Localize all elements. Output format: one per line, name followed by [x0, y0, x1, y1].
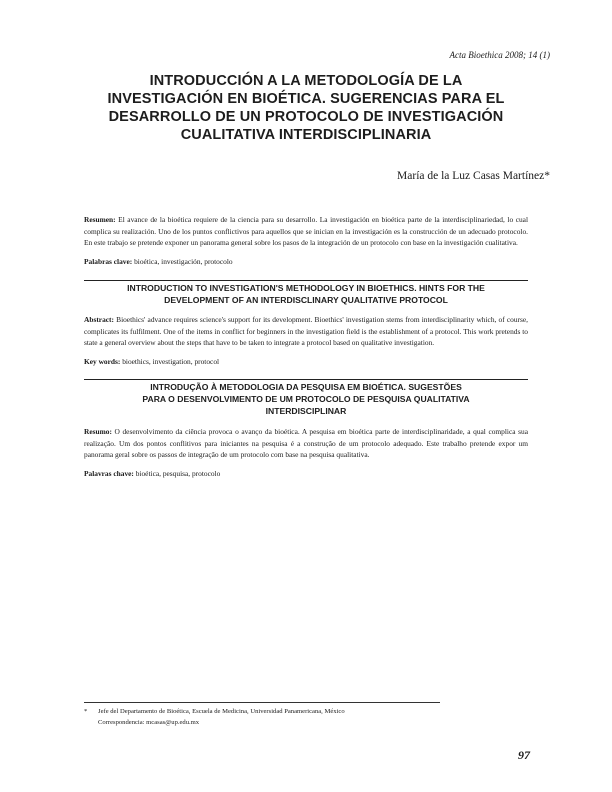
journal-citation: Acta Bioethica 2008; 14 (1): [449, 50, 550, 60]
section-divider: [84, 379, 528, 380]
english-title-line: DEVELOPMENT OF AN INTERDISCLINARY QUALITATIVE PROTOCOL: [164, 295, 448, 305]
title-line: CUALITATIVA INTERDISCIPLINARIA: [180, 127, 432, 143]
portuguese-abstract: [84, 426, 528, 461]
keywords-text: bioética, investigación, protocolo: [132, 256, 233, 266]
spanish-abstract: [84, 214, 528, 249]
title-line: DESARROLLO DE UN PROTOCOLO DE INVESTIGACIÓN: [108, 109, 504, 125]
footnote-correspondence: Correspondencia: mcasas@up.edu.mx: [98, 719, 200, 726]
portuguese-title-line: INTRODUÇÃO À METODOLOGIA DA PESQUISA EM BIOÉTICA. SUGESTÕES: [150, 382, 462, 392]
abstract-label: Resumen:: [84, 215, 116, 224]
portuguese-keywords: [84, 468, 528, 480]
title-line: INVESTIGACIÓN EN BIOÉTICA. SUGERENCIAS PARA EL: [107, 91, 505, 107]
footnote-divider: [84, 702, 440, 703]
section-divider: [84, 280, 528, 281]
keywords-label: Key words:: [84, 356, 121, 366]
english-abstract-block: [84, 314, 528, 367]
abstract-label: Abstract:: [84, 315, 114, 324]
english-title: [84, 282, 528, 306]
footnote-mark: *: [84, 708, 88, 715]
keywords-label: Palabras clave:: [84, 256, 133, 266]
abstract-text: O desenvolvimento da ciência provoca o avanço da bioética. A pesquisa em bioética parte de interdisciplinaridade, a qual complica sua realização. Um dos pontos conflitivos para iniciantes na pesquisa é a construção de um protocolo adequado. Este trabalho pretende expor um panorama geral sobre os passos de integração de um protocolo com base na pesquisa qualitativa.: [84, 427, 528, 459]
spanish-abstract-block: [84, 214, 528, 267]
footnote-affiliation: Jefe del Departamento de Bioética, Escuela de Medicina, Universidad Panamericana, México: [98, 708, 345, 715]
english-title-line: INTRODUCTION TO INVESTIGATION'S METHODOLOGY IN BIOETHICS. HINTS FOR THE: [127, 283, 485, 293]
portuguese-title-line: PARA O DESENVOLVIMENTO DE UM PROTOCOLO DE PESQUISA QUALITATIVA: [142, 394, 470, 404]
author-name: María de la Luz Casas Martínez*: [397, 170, 550, 182]
portuguese-title: [84, 381, 528, 417]
english-keywords: [84, 356, 528, 368]
english-abstract: [84, 314, 528, 349]
portuguese-title-line: INTERDISCIPLINAR: [265, 406, 347, 416]
article-title: [70, 72, 542, 144]
abstract-text: El avance de la bioética requiere de la ciencia para su desarrollo. La investigación en bioética parte de la interdisciplinariedad, lo cual complica su realización. Uno de los puntos conflictivos para aquellos que se inician en la investigación es la construcción de un adecuado protocolo. En este trabajo se pretende exponer un panorama general sobre los pasos de la integración de un protocolo con base en la investigación cualitativa.: [84, 215, 528, 247]
keywords-text: bioética, pesquisa, protocolo: [133, 468, 221, 478]
page-number: 97: [518, 748, 530, 762]
author-footnote: [84, 706, 504, 728]
abstract-label: Resumo:: [84, 427, 112, 436]
title-line: INTRODUCCIÓN A LA METODOLOGÍA DE LA: [149, 73, 463, 89]
abstract-text: Bioethics' advance requires science's support for its development. Bioethics' investigation stems from interdisciplinarity which, of course, complicates its fulfilment. One of the items in conflict for beginners in the investigation field is the establishment of a protocol. This work pretends to state a general overview about the steps that have to be taken to integrate a protocol based on qualitative investigation.: [84, 315, 528, 347]
portuguese-abstract-block: [84, 426, 528, 479]
keywords-label: Palavras chave:: [84, 468, 134, 478]
keywords-text: bioethics, investigation, protocol: [120, 356, 220, 366]
spanish-keywords: [84, 256, 528, 268]
